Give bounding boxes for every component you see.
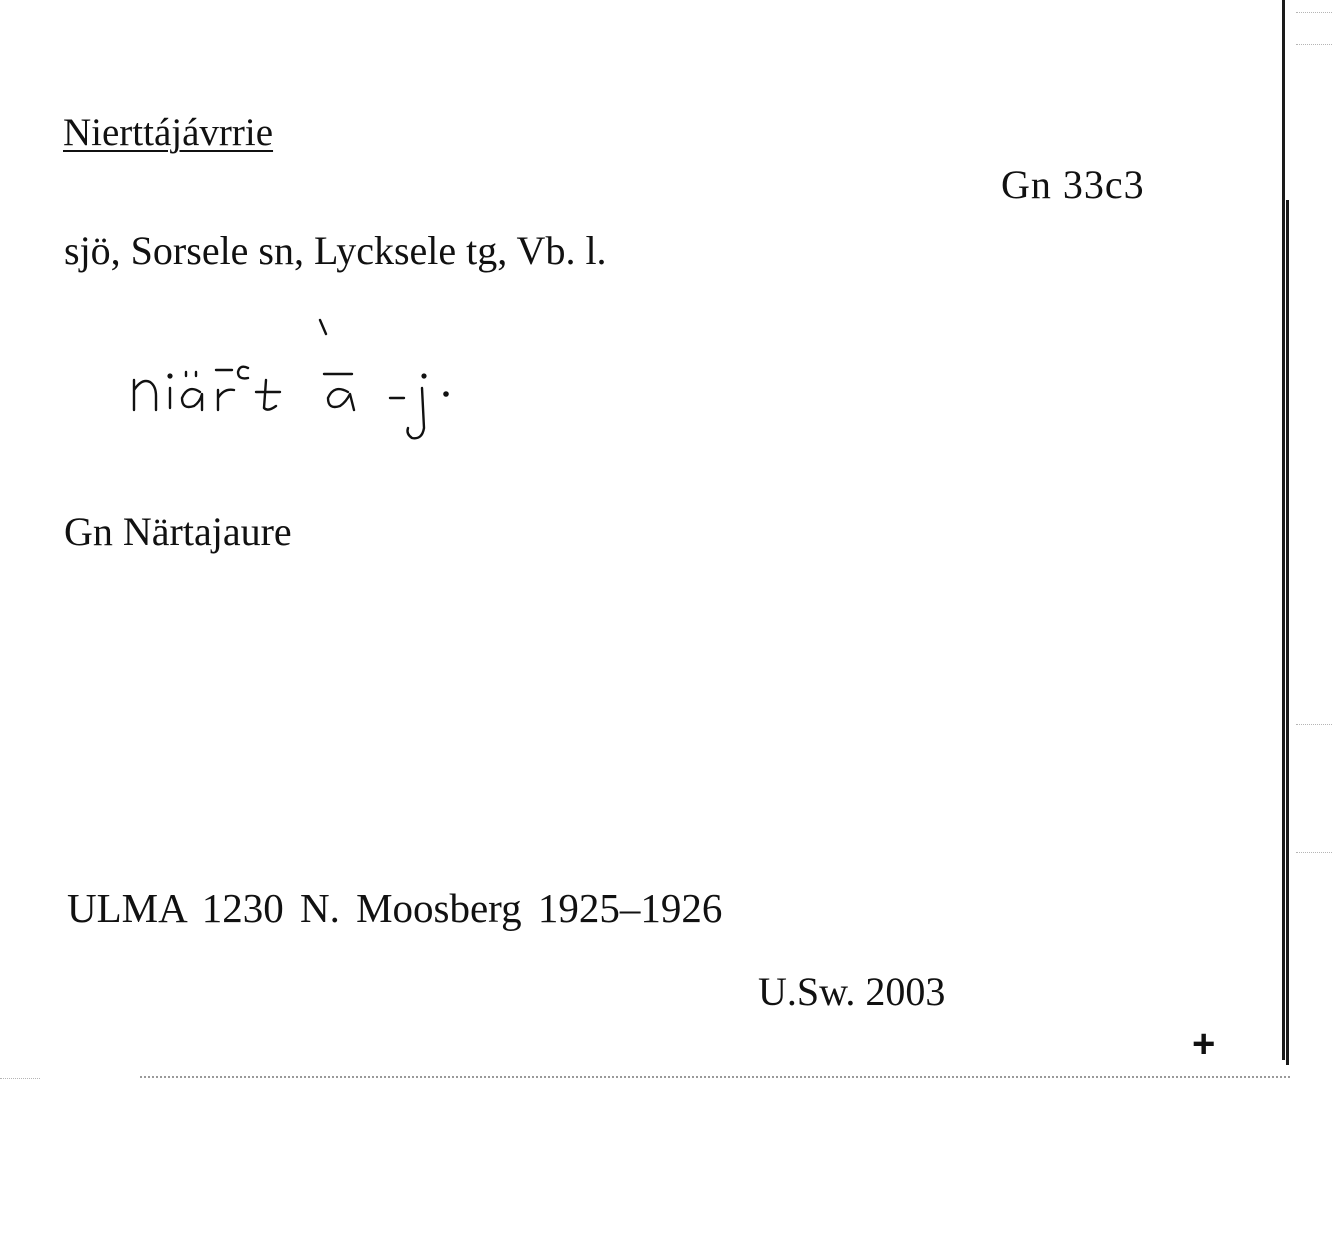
place-description: sjö, Sorsele sn, Lycksele tg, Vb. l. (64, 228, 607, 273)
edge-dots (1296, 724, 1332, 725)
card-right-edge-shadow (1286, 200, 1289, 1065)
headword: Nierttájávrrie (63, 111, 274, 154)
plus-mark: + (1192, 1022, 1216, 1066)
handwritten-pronunciation (120, 310, 480, 460)
catalog-code: Gn 33c3 (1001, 162, 1145, 207)
edge-dots (1296, 44, 1332, 45)
source-reference: ULMA 1230 N. Moosberg 1925–1926 (67, 885, 723, 931)
edge-dots (1296, 12, 1332, 13)
card-right-edge (1282, 0, 1285, 1060)
official-name: Gn Närtajaure (64, 509, 292, 554)
edition-note: U.Sw. 2003 (758, 969, 946, 1014)
edge-dots (1296, 852, 1332, 853)
card-bottom-edge (140, 1076, 1290, 1078)
edge-dots (0, 1078, 40, 1079)
